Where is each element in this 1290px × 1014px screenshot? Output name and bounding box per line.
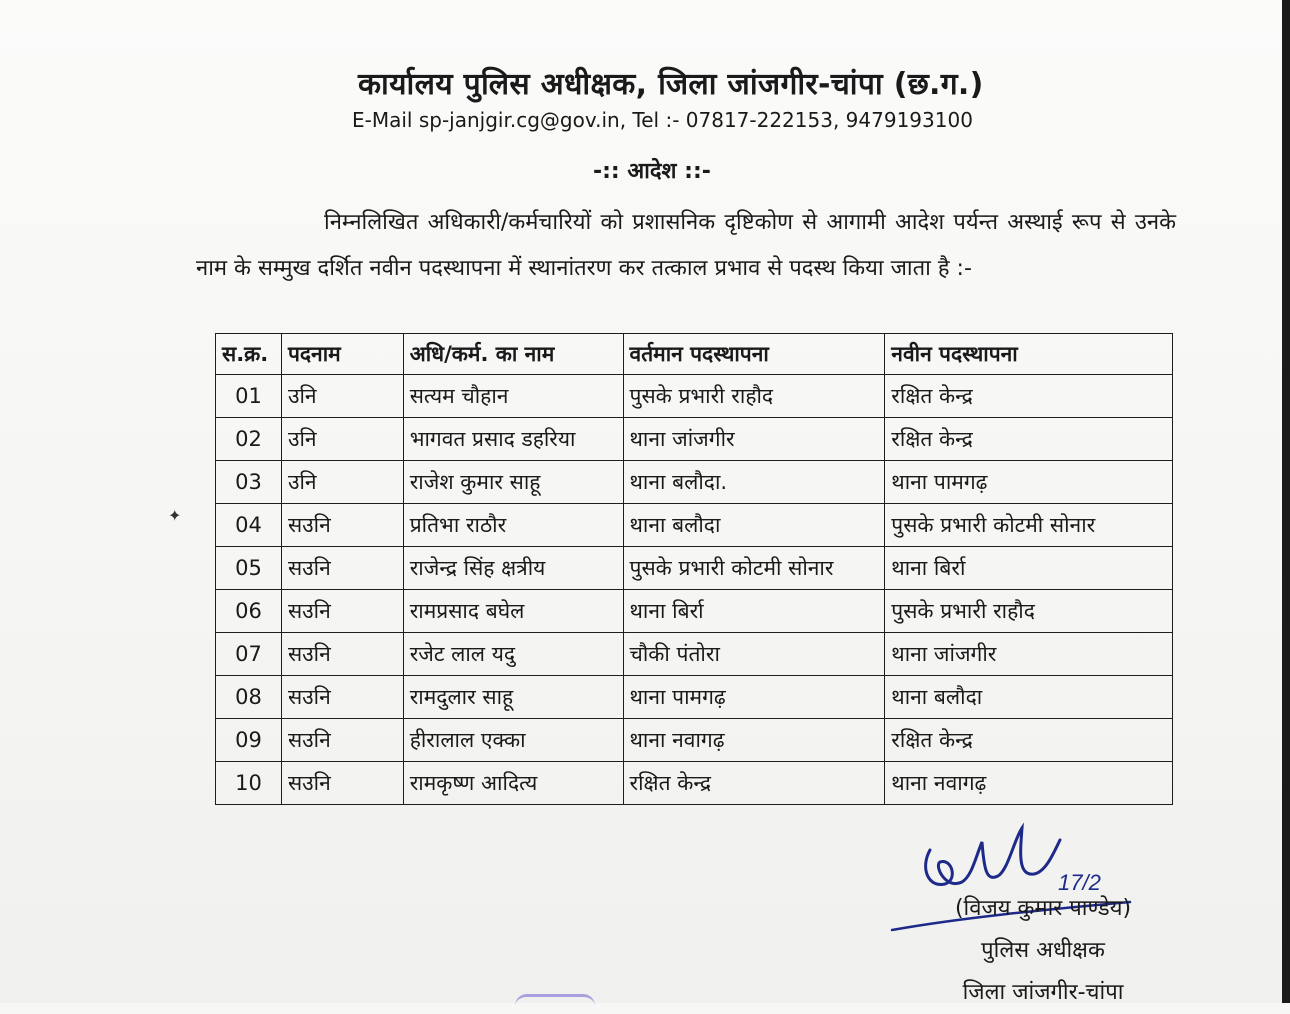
table-row [216,375,1173,418]
cell-post: सउनि [281,504,403,547]
cell-current-posting: थाना नवागढ़ [623,719,885,762]
cell-name: रामदुलार साहू [403,676,623,719]
cell-new-posting: रक्षित केन्द्र [885,418,1173,461]
cell-post: उनि [281,418,403,461]
signatory-district: जिला जांजगीर-चांपा [962,980,1124,1005]
cell-post: सउनि [281,719,403,762]
cell-post: उनि [281,461,403,504]
cell-name: रामप्रसाद बघेल [403,590,623,633]
cell-new-posting: पुसके प्रभारी कोटमी सोनार [885,504,1173,547]
cell-current-posting: थाना जांजगीर [623,418,885,461]
table-row [216,719,1173,762]
cell-serial: 04 [216,504,282,547]
cell-post: सउनि [281,762,403,805]
cell-serial: 08 [216,676,282,719]
table-row [216,461,1173,504]
signatory-name: (विजय कुमार पाण्डेय) [954,896,1132,921]
cell-new-posting: थाना बलौदा [885,676,1173,719]
cell-name: सत्यम चौहान [403,375,623,418]
cell-post: सउनि [281,676,403,719]
cell-current-posting: पुसके प्रभारी राहौद [623,375,885,418]
cell-name: राजेश कुमार साहू [403,461,623,504]
signatory-designation: पुलिस अधीक्षक [981,938,1105,963]
signature-date: 17/2 [1058,870,1101,895]
cell-post: उनि [281,375,403,418]
stray-ink-mark: ✦ [168,506,182,525]
cell-serial: 10 [216,762,282,805]
order-heading: -:: आदेश ::- [593,159,711,184]
table-row [216,590,1173,633]
cell-name: रामकृष्ण आदित्य [403,762,623,805]
header-serial: स.क्र. [216,334,282,375]
cell-new-posting: रक्षित केन्द्र [885,719,1173,762]
bottom-stamp-fragment [515,994,595,1006]
cell-current-posting: पुसके प्रभारी कोटमी सोनार [623,547,885,590]
cell-current-posting: थाना बलौदा [623,504,885,547]
transfer-table [215,333,1173,805]
cell-current-posting: थाना बिर्रा [623,590,885,633]
table-header-row [216,334,1173,375]
table-row [216,762,1173,805]
cell-serial: 06 [216,590,282,633]
cell-serial: 02 [216,418,282,461]
table-row [216,504,1173,547]
order-body: निम्नलिखित अधिकारी/कर्मचारियों को प्रशासनिक दृष्टिकोण से आगामी आदेश पर्यन्त अस्थाई रूप से उनके नाम के सम्मुख दर्शित नवीन पदस्थापना में स्थानांतरण कर तत्काल प्रभाव से पदस्थ किया जाता है :- [196,210,1176,281]
scan-edge [1282,0,1290,1003]
cell-post: सउनि [281,633,403,676]
header-post: पदनाम [281,334,403,375]
cell-current-posting: रक्षित केन्द्र [623,762,885,805]
cell-new-posting: थाना जांजगीर [885,633,1173,676]
cell-name: राजेन्द्र सिंह क्षत्रीय [403,547,623,590]
table-row [216,418,1173,461]
cell-new-posting: पुसके प्रभारी राहौद [885,590,1173,633]
cell-current-posting: चौकी पंतोरा [623,633,885,676]
cell-name: रजेट लाल यदु [403,633,623,676]
cell-new-posting: थाना बिर्रा [885,547,1173,590]
header-name: अधि/कर्म. का नाम [403,334,623,375]
header-new-posting: नवीन पदस्थापना [885,334,1173,375]
cell-name: प्रतिभा राठौर [403,504,623,547]
cell-serial: 07 [216,633,282,676]
cell-name: हीरालाल एक्का [403,719,623,762]
cell-new-posting: रक्षित केन्द्र [885,375,1173,418]
signatory-block [928,888,1158,1014]
table-row [216,547,1173,590]
cell-current-posting: थाना बलौदा. [623,461,885,504]
cell-new-posting: थाना नवागढ़ [885,762,1173,805]
cell-post: सउनि [281,590,403,633]
cell-current-posting: थाना पामगढ़ [623,676,885,719]
cell-new-posting: थाना पामगढ़ [885,461,1173,504]
cell-name: भागवत प्रसाद डहरिया [403,418,623,461]
office-title: कार्यालय पुलिस अधीक्षक, जिला जांजगीर-चांपा (छ.ग.) [358,67,984,102]
table-row [216,633,1173,676]
cell-serial: 01 [216,375,282,418]
header-current-posting: वर्तमान पदस्थापना [623,334,885,375]
cell-serial: 05 [216,547,282,590]
cell-serial: 03 [216,461,282,504]
table-row [216,676,1173,719]
cell-serial: 09 [216,719,282,762]
cell-post: सउनि [281,547,403,590]
contact-line: E-Mail sp-janjgir.cg@gov.in, Tel :- 07817-222153, 9479193100 [352,108,973,132]
